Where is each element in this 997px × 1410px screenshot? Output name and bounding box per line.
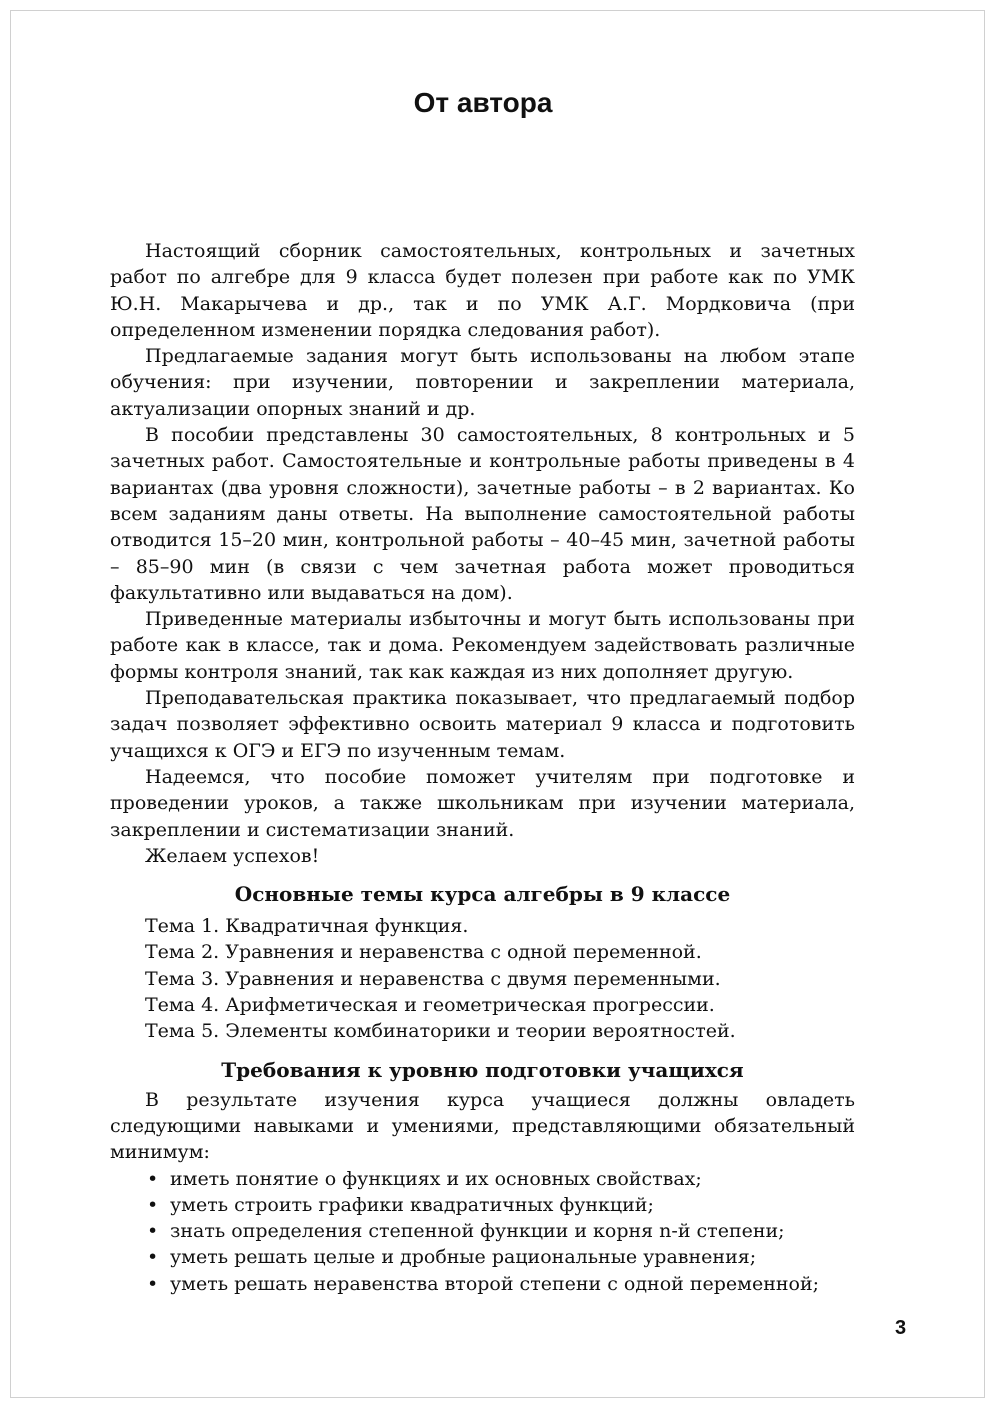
topic-item: Тема 2. Уравнения и неравенства с одной переменной.: [145, 941, 702, 964]
skill-text: уметь решать целые и дробные рациональные уравнения;: [170, 1246, 757, 1269]
bullet-icon: •: [147, 1246, 159, 1269]
skill-item: [147, 1244, 855, 1270]
skill-text: уметь строить графики квадратичных функций;: [170, 1193, 654, 1216]
skill-text: уметь решать неравенства второй степени с одной переменной;: [170, 1272, 820, 1295]
page: [10, 10, 985, 1398]
page-title: От автора: [413, 87, 553, 118]
skill-item: [147, 1218, 855, 1244]
bullet-icon: •: [147, 1193, 159, 1216]
paragraph: Преподавательская практика показывает, что предлагаемый подбор задач позволяет эффективно освоить материал 9 класса и подготовить учащихся к ОГЭ и ЕГЭ по изученным темам.: [110, 687, 855, 762]
skill-item: [147, 1192, 855, 1218]
bullet-icon: •: [147, 1272, 159, 1295]
skill-item: [147, 1271, 855, 1297]
skill-item: [147, 1166, 855, 1192]
skill-text: иметь понятие о функциях и их основных свойствах;: [170, 1167, 702, 1190]
topics-heading: Основные темы курса алгебры в 9 классе: [234, 882, 731, 907]
topic-item: Тема 4. Арифметическая и геометрическая прогрессии.: [145, 994, 715, 1017]
page-number: 3: [895, 1317, 907, 1339]
bullet-icon: •: [147, 1167, 159, 1190]
requirements-intro: В результате изучения курса учащиеся должны овладеть следующими навыками и умениями, представляющими обязательный минимум:: [110, 1088, 855, 1164]
requirements-heading: Требования к уровню подготовки учащихся: [221, 1057, 744, 1082]
skill-text: знать определения степенной функции и корня n-й степени;: [170, 1220, 785, 1243]
topics-list: [110, 913, 855, 1044]
bullet-icon: •: [147, 1220, 159, 1243]
closing-line: Желаем успехов!: [145, 844, 320, 867]
paragraph: Предлагаемые задания могут быть использованы на любом этапе обучения: при изучении, повторении и закреплении материала, актуализации опорных знаний и др.: [110, 345, 855, 420]
topic-item: Тема 3. Уравнения и неравенства с двумя переменными.: [145, 967, 721, 990]
paragraph: Надеемся, что пособие поможет учителям при подготовке и проведении уроков, а также школьникам при изучении материала, закреплении и систематизации знаний.: [110, 765, 855, 841]
topic-item: Тема 1. Квадратичная функция.: [145, 915, 469, 938]
paragraph: Настоящий сборник самостоятельных, контрольных и зачетных работ по алгебре для 9 класса будет полезен при работе как по УМК Ю.Н. Макарычева и др., так и по УМК А.Г. Мордковича (при определенном изменении порядка следования работ).: [110, 240, 855, 341]
paragraph: В пособии представлены 30 самостоятельных, 8 контрольных и 5 зачетных работ. Самостоятельные и контрольные работы приведены в 4 вариантах (два уровня сложности), зачетные работы – в 2 вариантах. Ко всем заданиям даны ответы. На выполнение самостоятельной работы отводится 15–20 мин, контрольной работы – 40–45 мин, зачетной работы – 85–90 мин (в связи с чем зачетная работа может проводиться факультативно или выдаваться на дом).: [110, 424, 855, 604]
page-body: [110, 238, 855, 1297]
topic-item: Тема 5. Элементы комбинаторики и теории вероятностей.: [145, 1020, 736, 1043]
skills-list: [110, 1166, 855, 1297]
paragraph: Приведенные материалы избыточны и могут быть использованы при работе как в классе, так и дома. Рекомендуем задействовать различные формы контроля знаний, так как каждая из них дополняет другую.: [110, 608, 855, 683]
